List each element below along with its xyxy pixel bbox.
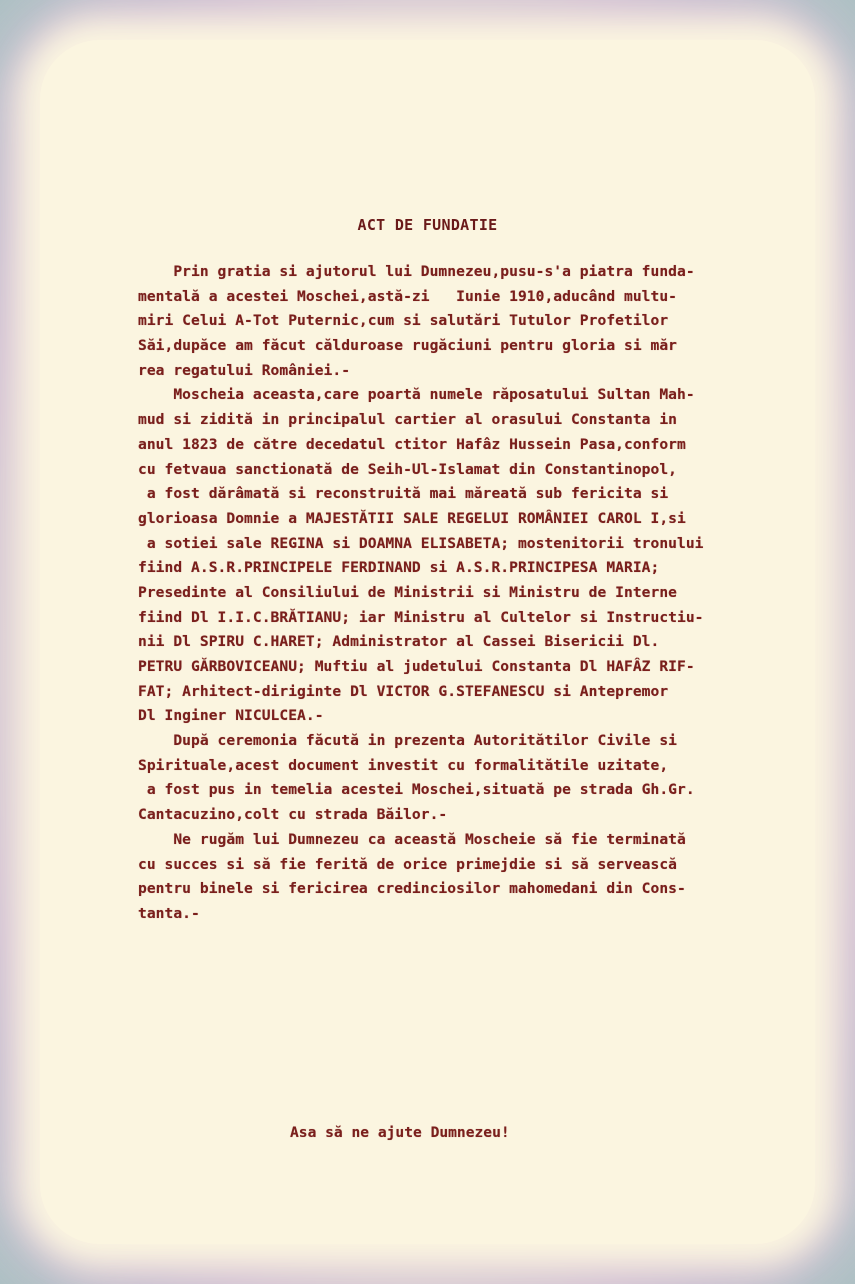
text-line: rea regatului României.-: [138, 361, 351, 379]
text-line: Cantacuzino,colt cu strada Băilor.-: [138, 806, 448, 824]
text-line: mentală a acestei Moschei,astă-zi Iunie 1910,aducând multu-: [138, 287, 678, 305]
text-line: glorioasa Domnie a MAJESTĂTII SALE REGELUI ROMÂNIEI CAROL I,si: [138, 509, 686, 527]
text-line: Presedinte al Consiliului de Ministrii si Ministru de Interne: [138, 583, 678, 601]
text-line: fiind A.S.R.PRINCIPELE FERDINAND si A.S.R.PRINCIPESA MARIA;: [138, 559, 660, 577]
text-line: Prin gratia si ajutorul lui Dumnezeu,pusu-s'a piatra funda-: [138, 263, 695, 280]
text-line: cu succes si să fie ferită de orice primejdie si să servească: [138, 855, 678, 873]
text-line: PETRU GĂRBOVICEANU; Muftiu al judetului Constanta Dl HAFÂZ RIF-: [138, 658, 695, 675]
text-line: anul 1823 de către decedatul ctitor Hafâz Hussein Pasa,conform: [138, 435, 686, 453]
text-line: nii Dl SPIRU C.HARET; Administrator al Cassei Bisericii Dl.: [138, 633, 660, 651]
text-line: Ne rugăm lui Dumnezeu ca această Moscheie să fie terminată: [138, 830, 686, 848]
text-line: FAT; Arhitect-diriginte Dl VICTOR G.STEFANESCU si Antepremor: [138, 682, 669, 700]
text-line: Săi,dupăce am făcut călduroase rugăciuni pentru gloria si măr: [138, 337, 678, 355]
text-line: Spirituale,acest document investit cu formalitătile uzitate,: [138, 756, 669, 774]
text-line: cu fetvaua sanctionată de Seih-Ul-Islamat din Constantinopol,: [138, 460, 678, 478]
text-line: fiind Dl I.I.C.BRĂTIANU; iar Ministru al Cultelor si Instructiu-: [138, 608, 704, 626]
text-line: Moscheia aceasta,care poartă numele răposatului Sultan Mah-: [138, 386, 695, 404]
text-line: tanta.-: [138, 904, 200, 922]
text-line: miri Celui A-Tot Puternic,cum si salutări Tutulor Profetilor: [138, 312, 669, 330]
text-line: Dl Inginer NICULCEA.-: [138, 707, 324, 725]
text-line: a fost dărâmată si reconstruită mai măreată sub fericita si: [138, 485, 669, 503]
text-line: mud si zidită in principalul cartier al orasului Constanta in: [138, 411, 678, 429]
text-line: a sotiei sale REGINA si DOAMNA ELISABETA; mostenitorii tronului: [138, 534, 704, 552]
document-title: ACT DE FUNDATIE: [357, 216, 498, 234]
text-line: a fost pus in temelia acestei Moschei,situată pe strada Gh.Gr.: [138, 781, 695, 799]
document-body: [138, 260, 808, 927]
closing-blessing: Asa să ne ajute Dumnezeu!: [290, 1124, 510, 1141]
text-line: După ceremonia făcută in prezenta Autoritătilor Civile si: [138, 732, 678, 750]
text-line: pentru binele si fericirea credinciosilor mahomedani din Cons-: [138, 880, 686, 898]
